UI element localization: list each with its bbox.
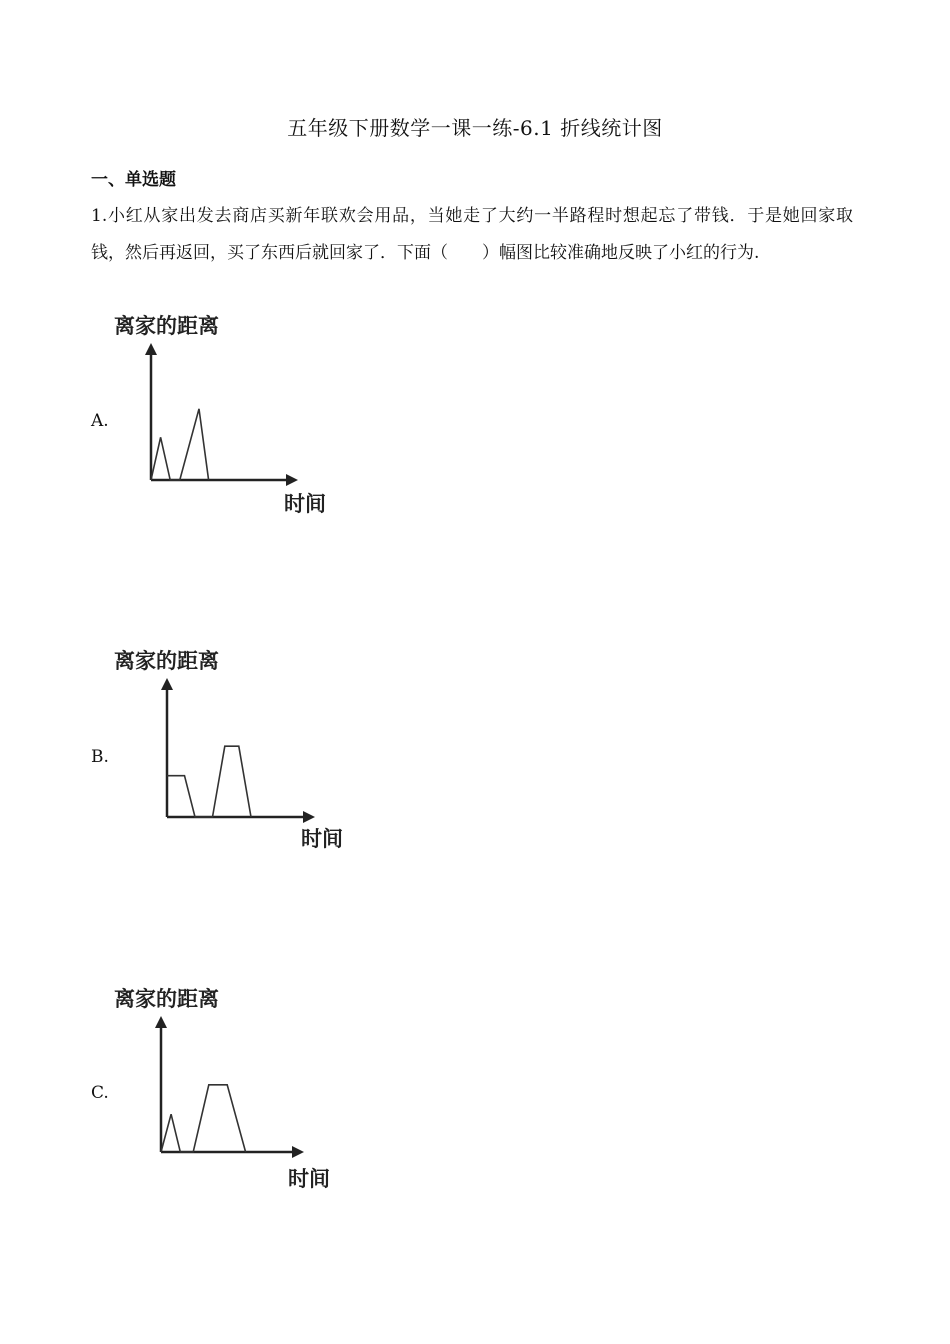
distance-line — [167, 746, 251, 817]
x-axis-arrow — [292, 1146, 304, 1158]
chart-xlabel: 时间 — [284, 492, 326, 516]
chart-xlabel: 时间 — [288, 1167, 330, 1191]
x-axis-arrow — [303, 811, 315, 823]
option-c-label[interactable]: C. — [91, 1083, 109, 1103]
section-heading: 一、单选题 — [91, 170, 176, 190]
distance-line — [161, 1085, 246, 1152]
option-b-label[interactable]: B. — [91, 747, 109, 767]
page-title: 五年级下册数学一课一练-6.1 折线统计图 — [287, 116, 663, 140]
option-b-chart — [110, 640, 360, 860]
chart-ylabel: 离家的距离 — [114, 649, 219, 673]
chart-ylabel: 离家的距离 — [114, 314, 219, 338]
option-a-chart — [110, 305, 350, 525]
option-a-label[interactable]: A. — [91, 411, 109, 431]
chart-ylabel: 离家的距离 — [114, 987, 219, 1011]
y-axis-arrow — [155, 1016, 167, 1028]
option-c-chart — [110, 978, 350, 1198]
question-text: 1.小红从家出发去商店买新年联欢会用品，当她走了大约一半路程时想起忘了带钱．于是她回家取钱，然后再返回，买了东西后就回家了．下面（ ）幅图比较准确地反映了小红的行为. — [91, 206, 853, 263]
distance-line — [151, 409, 209, 480]
y-axis-arrow — [145, 343, 157, 355]
y-axis-arrow — [161, 678, 173, 690]
x-axis-arrow — [286, 474, 298, 486]
chart-xlabel: 时间 — [301, 827, 343, 851]
